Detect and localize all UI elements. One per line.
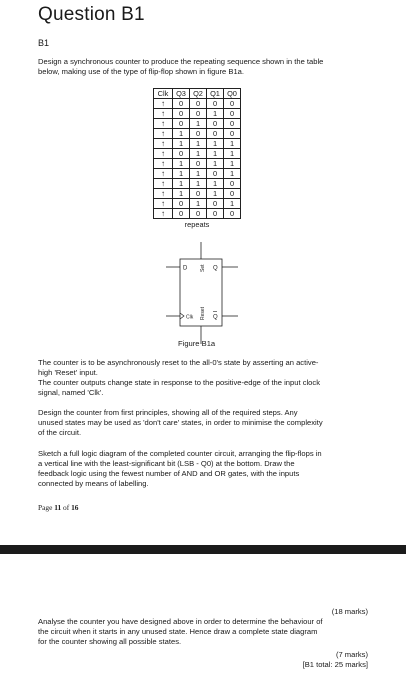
table-cell-q0: 0 — [224, 109, 241, 119]
table-cell-q0: 0 — [224, 209, 241, 219]
header-q1: Q1 — [207, 89, 224, 99]
figure-caption: Figure B1a — [178, 339, 216, 348]
table-cell-q1: 0 — [207, 129, 224, 139]
clock-edge-icon: ↑ — [154, 179, 173, 189]
table-cell-q2: 0 — [190, 159, 207, 169]
total-marks: [B1 total: 25 marks] — [302, 660, 368, 669]
analyse-line: for the counter showing all possible states. — [38, 637, 182, 646]
table-cell-q2: 1 — [190, 149, 207, 159]
design-paragraph — [38, 408, 378, 438]
page-of: of — [61, 503, 72, 512]
clock-edge-icon: ↑ — [154, 119, 173, 129]
table-cell-q0: 1 — [224, 159, 241, 169]
clock-edge-icon: ↑ — [154, 149, 173, 159]
table-row — [154, 109, 241, 119]
table-cell-q1: 1 — [207, 109, 224, 119]
table-row — [154, 149, 241, 159]
table-cell-q2: 0 — [190, 129, 207, 139]
table-row — [154, 169, 241, 179]
table-footer-row — [154, 219, 241, 231]
sequence-table — [153, 88, 241, 230]
table-row — [154, 189, 241, 199]
intro-paragraph — [38, 57, 378, 77]
table-cell-q1: 0 — [207, 119, 224, 129]
page-number: 11 — [54, 503, 62, 512]
table-cell-q2: 1 — [190, 199, 207, 209]
clock-edge-icon: ↑ — [154, 129, 173, 139]
table-header-row — [154, 89, 241, 99]
page-footer — [38, 503, 78, 512]
question-title: Question B1 — [38, 4, 145, 25]
pin-set-label: Set — [200, 264, 206, 272]
clock-edge-icon: ↑ — [154, 169, 173, 179]
table-cell-q1: 1 — [207, 189, 224, 199]
table-cell-q0: 0 — [224, 189, 241, 199]
table-cell-q2: 0 — [190, 109, 207, 119]
header-q3: Q3 — [173, 89, 190, 99]
table-cell-q2: 0 — [190, 189, 207, 199]
table-cell-q0: 0 — [224, 129, 241, 139]
table-row — [154, 99, 241, 109]
reset-paragraph — [38, 358, 378, 398]
table-row — [154, 139, 241, 149]
analyse-line: the circuit when it starts in any unused state. Hence draw a complete state diagram — [38, 627, 318, 636]
header-clk: Clk — [154, 89, 173, 99]
marks-7: (7 marks) — [335, 650, 368, 659]
table-cell-q3: 1 — [173, 179, 190, 189]
table-cell-q2: 1 — [190, 179, 207, 189]
table-cell-q2: 0 — [190, 99, 207, 109]
table-cell-q3: 1 — [173, 189, 190, 199]
table-row — [154, 159, 241, 169]
reset-line: The counter is to be asynchronously reset to the all-0's state by asserting an active- — [38, 358, 319, 367]
table-cell-q0: 1 — [224, 169, 241, 179]
table-cell-q3: 1 — [173, 139, 190, 149]
table-cell-q1: 0 — [207, 199, 224, 209]
table-cell-q2: 1 — [190, 139, 207, 149]
clock-edge-icon: ↑ — [154, 109, 173, 119]
clock-edge-icon: ↑ — [154, 99, 173, 109]
design-line: of the circuit. — [38, 428, 82, 437]
page-total: 16 — [71, 503, 79, 512]
analyse-line: Analyse the counter you have designed above in order to determine the behaviour of — [38, 617, 323, 626]
table-cell-q1: 0 — [207, 209, 224, 219]
pin-q-label: Q — [213, 265, 218, 272]
clock-line: signal, named 'Clk'. — [38, 388, 104, 397]
table-cell-q3: 0 — [173, 149, 190, 159]
table-body — [154, 99, 241, 231]
clock-edge-icon: ↑ — [154, 139, 173, 149]
table-cell-q2: 0 — [190, 209, 207, 219]
table-row — [154, 209, 241, 219]
design-line: Design the counter from first principles, showing all of the required steps. Any — [38, 408, 298, 417]
table-cell-q2: 1 — [190, 119, 207, 129]
table-cell-q1: 1 — [207, 149, 224, 159]
table-cell-q3: 1 — [173, 129, 190, 139]
sketch-line: Sketch a full logic diagram of the completed counter circuit, arranging the flip-flops in — [38, 449, 322, 458]
table-cell-q0: 0 — [224, 179, 241, 189]
intro-line: below, making use of the type of flip-flop shown in figure B1a. — [38, 67, 244, 76]
table-cell-q0: 1 — [224, 139, 241, 149]
design-line: unused states may be used as 'don't care' states, in order to minimise the complexity — [38, 418, 323, 427]
intro-line: Design a synchronous counter to produce the repeating sequence shown in the table — [38, 57, 324, 66]
table-cell-q0: 1 — [224, 199, 241, 209]
table-row — [154, 179, 241, 189]
clock-edge-icon — [180, 313, 184, 319]
repeats-label: repeats — [184, 220, 210, 229]
pin-d-label: D — [183, 265, 188, 272]
table-cell-q0: 1 — [224, 149, 241, 159]
pin-qbar-label: Q — [213, 314, 218, 321]
pin-reset-label: Reset — [200, 306, 206, 320]
flip-flop-diagram — [150, 238, 260, 350]
table-row — [154, 129, 241, 139]
table-cell-q3: 0 — [173, 99, 190, 109]
clock-edge-icon: ↑ — [154, 159, 173, 169]
table-cell-q3: 1 — [173, 169, 190, 179]
table-cell-q3: 0 — [173, 109, 190, 119]
table-cell-q2: 1 — [190, 169, 207, 179]
table-row — [154, 199, 241, 209]
table-cell-q1: 1 — [207, 159, 224, 169]
header-q2: Q2 — [190, 89, 207, 99]
analyse-paragraph — [38, 617, 378, 647]
clock-edge-icon: ↑ — [154, 199, 173, 209]
marks-18: (18 marks) — [331, 607, 368, 616]
table-cell-q1: 0 — [207, 99, 224, 109]
header-q0: Q0 — [224, 89, 241, 99]
table-cell-q1: 1 — [207, 139, 224, 149]
clock-edge-icon: ↑ — [154, 189, 173, 199]
table-cell-q1: 1 — [207, 179, 224, 189]
table-cell-q0: 0 — [224, 99, 241, 109]
page-prefix: Page — [38, 503, 55, 512]
question-number: B1 — [38, 38, 50, 48]
table-cell-q0: 0 — [224, 119, 241, 129]
sketch-line: feedback logic using the fewest number of AND and OR gates, with the inputs — [38, 469, 300, 478]
page-separator-bar — [0, 545, 406, 554]
reset-line: high 'Reset' input. — [38, 368, 98, 377]
sketch-line: connected by means of labelling. — [38, 479, 149, 488]
table-cell-q3: 0 — [173, 209, 190, 219]
pin-clk-label: Clk — [186, 314, 194, 321]
table-cell-q3: 1 — [173, 159, 190, 169]
sketch-line: a vertical line with the least-significant bit (LSB - Q0) at the bottom. Draw the — [38, 459, 295, 468]
table-row — [154, 119, 241, 129]
clock-line: The counter outputs change state in response to the positive-edge of the input clock — [38, 378, 320, 387]
table-cell-q3: 0 — [173, 119, 190, 129]
table-cell-q3: 0 — [173, 199, 190, 209]
clock-edge-icon: ↑ — [154, 209, 173, 219]
sketch-paragraph — [38, 449, 378, 489]
table-cell-q1: 0 — [207, 169, 224, 179]
